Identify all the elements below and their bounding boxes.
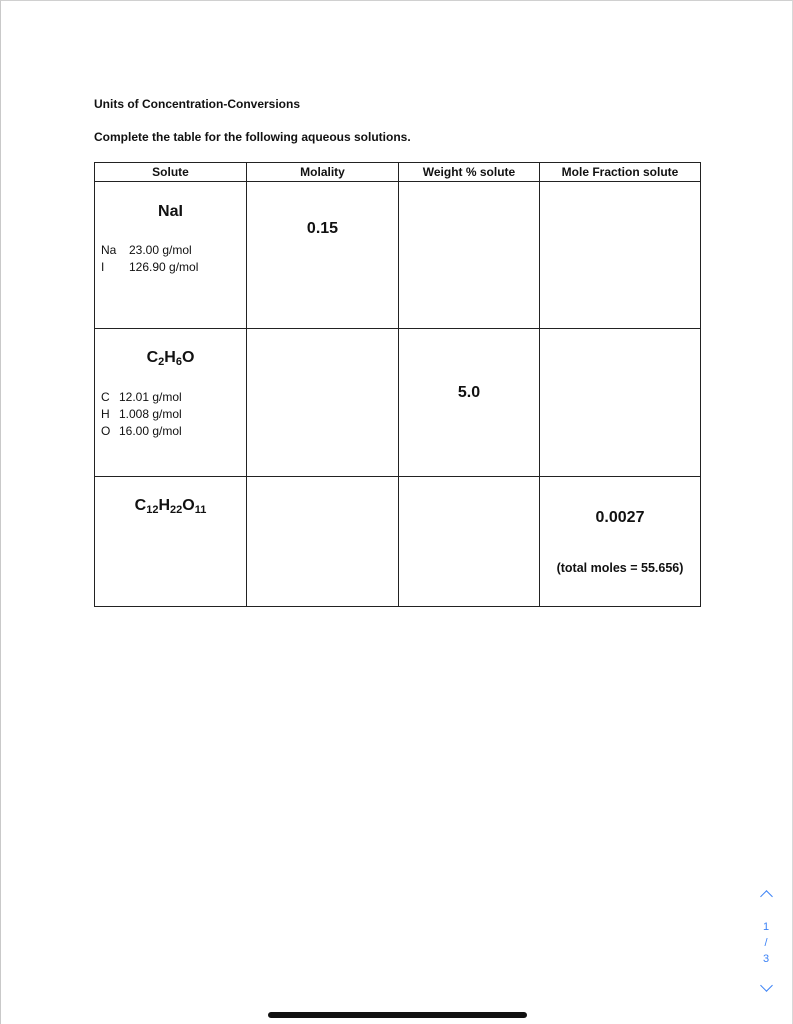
molality-cell[interactable]	[247, 182, 399, 329]
weight-percent-value: 5.0	[457, 384, 481, 401]
total-moles-note: (total moles = 55.656)	[556, 561, 684, 575]
formula-part: 22	[170, 504, 183, 516]
molar-mass-list	[101, 242, 198, 276]
molar-mass-row	[101, 242, 198, 259]
table-header-row	[95, 163, 701, 182]
formula-part: O	[182, 497, 195, 514]
formula-part: 2	[158, 356, 165, 368]
solute-formula	[95, 349, 246, 367]
molar-mass-value: 23.00 g/mol	[129, 243, 192, 257]
molar-mass-value: 1.008 g/mol	[119, 407, 182, 421]
table-row	[95, 477, 701, 607]
weight-percent-cell[interactable]	[399, 477, 540, 607]
solute-cell	[95, 182, 247, 329]
molality-cell[interactable]	[247, 477, 399, 607]
document-instruction: Complete the table for the following aqueous solutions.	[94, 130, 411, 144]
solute-cell	[95, 329, 247, 477]
mole-fraction-value: 0.0027	[595, 509, 645, 526]
molar-mass-row	[101, 406, 182, 423]
concentration-table	[94, 162, 701, 607]
element-symbol: I	[101, 260, 105, 274]
chevron-up-icon[interactable]	[760, 890, 773, 903]
molality-cell[interactable]	[247, 329, 399, 477]
formula-part: 6	[175, 356, 182, 368]
formula-part: 12	[146, 504, 159, 516]
mole-fraction-cell[interactable]	[540, 477, 701, 607]
total-pages-number: 3	[762, 953, 770, 965]
table-row	[95, 329, 701, 477]
formula-part: C	[134, 497, 147, 514]
molar-mass-value: 12.01 g/mol	[119, 390, 182, 404]
formula-part: C	[146, 349, 159, 366]
element-symbol: C	[101, 390, 110, 404]
element-symbol: H	[101, 407, 110, 421]
formula-part: 11	[194, 504, 207, 516]
solute-cell	[95, 477, 247, 607]
solute-formula	[95, 203, 246, 221]
page-navigator	[758, 886, 774, 990]
chevron-down-icon[interactable]	[760, 979, 773, 992]
current-page-number: 1	[762, 921, 770, 933]
solute-formula	[95, 497, 246, 515]
formula-part: H	[164, 349, 176, 366]
page-separator: /	[764, 937, 768, 949]
mole-fraction-cell[interactable]	[540, 329, 701, 477]
molality-value: 0.15	[306, 220, 339, 237]
weight-percent-cell[interactable]	[399, 329, 540, 477]
molar-mass-value: 16.00 g/mol	[119, 424, 182, 438]
header-weight-percent: Weight % solute	[399, 163, 540, 182]
molar-mass-row	[101, 423, 182, 440]
header-solute: Solute	[95, 163, 247, 182]
formula-part: O	[181, 349, 195, 366]
molar-mass-row	[101, 389, 182, 406]
home-indicator[interactable]	[268, 1012, 527, 1018]
document-title: Units of Concentration-Conversions	[94, 97, 301, 111]
weight-percent-cell[interactable]	[399, 182, 540, 329]
mole-fraction-cell[interactable]	[540, 182, 701, 329]
formula-part: NaI	[158, 203, 183, 220]
header-mole-fraction: Mole Fraction solute	[540, 163, 701, 182]
molar-mass-row	[101, 259, 198, 276]
formula-part: H	[158, 497, 171, 514]
element-symbol: Na	[101, 243, 117, 257]
header-molality: Molality	[247, 163, 399, 182]
molar-mass-value: 126.90 g/mol	[129, 260, 199, 274]
element-symbol: O	[101, 424, 111, 438]
table-row	[95, 182, 701, 329]
page-indicator	[758, 919, 774, 967]
molar-mass-list	[101, 389, 182, 440]
